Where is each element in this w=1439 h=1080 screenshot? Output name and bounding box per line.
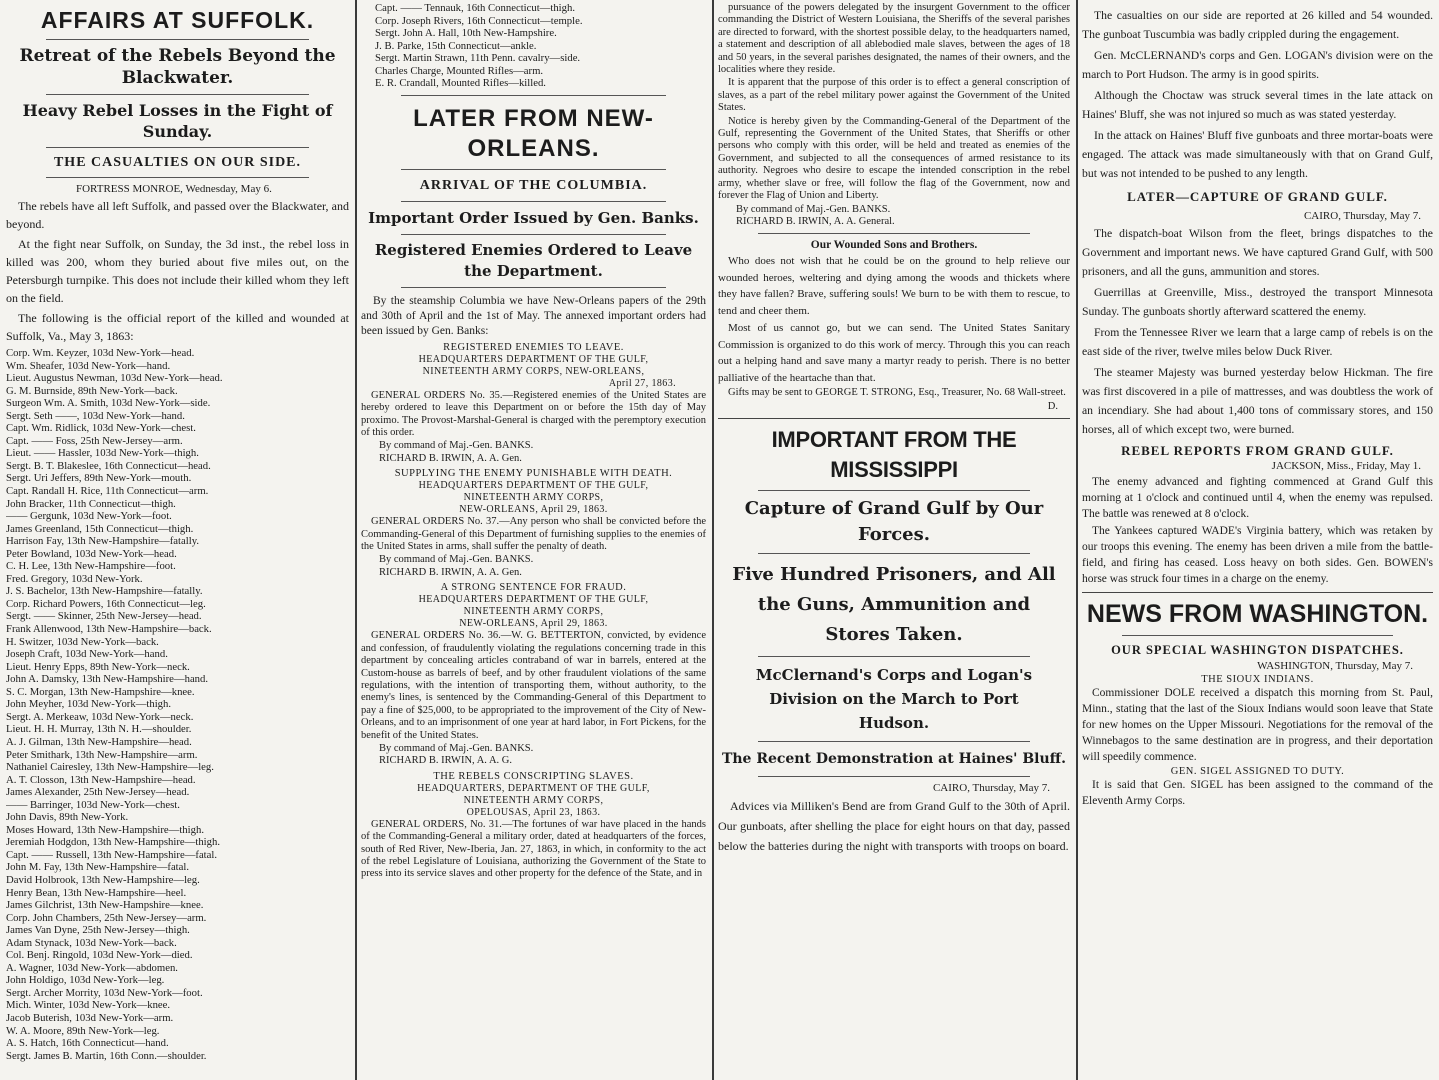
headquarters-date: NEW-ORLEANS, April 29, 1863. <box>459 504 608 516</box>
headline-affairs-at-suffolk: AFFAIRS AT SUFFOLK. <box>40 7 315 33</box>
casualty-entry: Sergt. Martin Strawn, 11th Penn. cavalry—side. <box>375 52 581 65</box>
headquarters-line: HEADQUARTERS, DEPARTMENT OF THE GULF, <box>417 782 650 794</box>
casualty-entry: Capt. Randall H. Rice, 11th Connecticut—arm. <box>6 485 209 498</box>
casualty-entry: Sergt. B. T. Blakeslee, 16th Connecticut—head. <box>6 459 211 472</box>
casualty-entry: S. C. Morgan, 13th New-Hampshire—knee. <box>6 685 195 698</box>
casualty-entry: John Holdigo, 103d New-York—leg. <box>6 974 165 987</box>
notice-title: Our Wounded Sons and Brothers. <box>810 239 978 252</box>
headquarters-line: HEADQUARTERS DEPARTMENT OF THE GULF, <box>418 353 649 365</box>
casualty-entry: Sergt. Seth ——, 103d New-York—hand. <box>6 409 185 422</box>
casualty-entry: John M. Fay, 13th New-Hampshire—fatal. <box>6 861 190 874</box>
divider <box>1082 592 1433 593</box>
section-title-sioux: THE SIOUX INDIANS. <box>1201 674 1314 685</box>
casualty-entry: John Bracker, 11th Connecticut—thigh. <box>6 497 176 510</box>
signature-name: RICHARD B. IRWIN, A. A. G. <box>379 755 513 767</box>
casualty-entry: Surgeon Wm. A. Smith, 103d New-York—side. <box>6 397 211 410</box>
casualty-entry: J. B. Parke, 15th Connecticut—ankle. <box>375 39 537 52</box>
casualty-entry: James Greenland, 15th Connecticut—thigh. <box>6 522 194 535</box>
casualty-entry: A. J. Gilman, 13th New-Hampshire—head. <box>6 735 192 748</box>
headquarters-line: NINETEENTH ARMY CORPS, <box>463 492 604 504</box>
casualty-entry: Lieut. —— Hassler, 103d New-York—thigh. <box>6 447 199 460</box>
subhead-capture-grand-gulf: Capture of Grand Gulf by Our Forces. <box>744 498 1044 546</box>
paragraph: It is said that Gen. SIGEL has been assigned to the command of the Eleventh Army Corps. <box>1082 779 1433 807</box>
order-body-continued: Notice is hereby given by the Commanding-General of the Department of the Gulf, representing the Government of the United States, that Sheriffs or other persons who comply with this order, will be held and treated as enemies of the Government, and subjected to all the consequences of armed resistance to its authority. Negroes who desire to escape the intended conscription in the rebel army, whether slave or free, will follow the flag of the Government, now and forever the Flag of Union and Liberty. <box>718 115 1070 202</box>
headquarters-line: HEADQUARTERS DEPARTMENT OF THE GULF, <box>418 594 649 606</box>
subhead-arrival-columbia: ARRIVAL OF THE COLUMBIA. <box>419 177 648 193</box>
casualty-entry: A. T. Closson, 13th New-Hampshire—head. <box>6 773 196 786</box>
casualty-entry: Charles Charge, Mounted Rifles—arm. <box>375 64 544 77</box>
paragraph: From the Tennessee River we learn that a large camp of rebels is on the east side of the river, twelve miles below Duck River. <box>1082 326 1433 358</box>
casualty-entry: J. S. Bachelor, 13th New-Hampshire—fatally. <box>6 585 203 598</box>
casualty-entry: Sergt. Archer Morrity, 103d New-York—foot. <box>6 986 203 999</box>
column-2 <box>355 0 712 1080</box>
casualty-entry: Wm. Sheafer, 103d New-York—hand. <box>6 359 171 372</box>
headquarters-date: OPELOUSAS, April 23, 1863. <box>466 806 601 818</box>
casualty-entry: Harrison Fay, 13th New-Hampshire—fatally. <box>6 535 200 548</box>
order-body-continued: pursuance of the powers delegated by the insurgent Government to the officer commanding the District of Western Louisiana, the Sheriffs of the several parishes are directed to forward, with the shortest possible delay, to the headquarters named, a statement and description of all ablebodied male slaves, between the ages of 18 and 50 years, in the several parishes designated, the names of their owners, and the localities where they reside. <box>718 2 1070 76</box>
divider <box>46 177 309 178</box>
headline-news-from-washington: NEWS FROM WASHINGTON. <box>1086 600 1429 628</box>
divider <box>401 234 666 235</box>
casualty-entry: A. S. Hatch, 16th Connecticut—hand. <box>6 1037 169 1050</box>
casualty-entry: Fred. Gregory, 103d New-York. <box>6 572 143 585</box>
column-3 <box>712 0 1076 1080</box>
subhead-important-order: Important Order Issued by Gen. Banks. <box>368 208 699 227</box>
subhead-prisoners: Five Hundred Prisoners, and All the Guns, Ammunition and Stores Taken. <box>732 564 1056 646</box>
casualty-entry: Nathaniel Cairesley, 13th New-Hampshire—leg. <box>6 761 214 774</box>
dateline: FORTRESS MONROE, Wednesday, May 6. <box>76 183 272 195</box>
paragraph: Commissioner DOLE received a dispatch this morning from St. Paul, Minn., stating that the last of the Sioux Indians would soon leave that State for new homes on the Upper Missouri. Negotiations for the removal of the Winnebagos to the same destination are in progress, and their deportation will speedily commence. <box>1082 687 1433 763</box>
divider <box>46 147 309 148</box>
order-body: GENERAL ORDERS No. 36.—W. G. BETTERTON, convicted, by evidence and confession, of fraudulently violating the regulations concerning trade in this department by concealing articles contraband of war in barrels, entered at the Custom-house as barrels of beef, and by other fraudulent violations of the same regulations, with the intention of transporting them, without authority, to the enemy's lines, is sentenced by the Commanding-General of this Department to pay a fine of $25,000, to be appropriated to the improvement of the City of New-Orleans, and to an imprisonment of one year at hard labor, in Fort Pickens, for the benefit of the United States. <box>361 630 706 741</box>
casualty-list-continued <box>361 2 706 90</box>
casualty-entry: Jacob Buterish, 103d New-York—arm. <box>6 1011 174 1024</box>
casualty-entry: James Van Dyne, 25th New-Jersey—thigh. <box>6 924 190 937</box>
casualty-entry: Adam Stynack, 103d New-York—back. <box>6 936 177 949</box>
casualty-entry: Henry Bean, 13th New-Hampshire—heel. <box>6 886 187 899</box>
divider <box>1122 635 1393 636</box>
casualty-entry: Sergt. A. Merkeaw, 103d New-York—neck. <box>6 710 194 723</box>
dateline: CAIRO, Thursday, May 7. <box>1303 210 1421 222</box>
notice-initial: D. <box>1047 400 1058 412</box>
paragraph: At the fight near Suffolk, on Sunday, the 3d inst., the rebel loss in killed was 200, whom they buried about five miles out, on the Petersburgh turnpike. This does not include their killed whom they left on the field. <box>6 237 349 305</box>
headquarters-line: NINETEENTH ARMY CORPS, <box>463 794 604 806</box>
order-body: GENERAL ORDERS, No. 31.—The fortunes of war have placed in the hands of the Commanding-General a military order, dated at headquarters of the forces, south of Red River, New-Iberia, Jan. 27, 1863, in which, in conformity to the act of the rebel Legislature of Louisiana, authorizing the Government of the State to press into its service slaves and other property for the defence of the State, and in <box>361 818 706 880</box>
headquarters-line: HEADQUARTERS DEPARTMENT OF THE GULF, <box>418 480 649 492</box>
casualty-entry: John A. Damsky, 13th New-Hampshire—hand. <box>6 673 209 686</box>
paragraph: The enemy advanced and fighting commenced at Grand Gulf this morning at 1 o'clock and continued until 4, when the enemy was repulsed. The battle was renewed at 8 o'clock. <box>1082 476 1433 520</box>
headline-later-from-new-orleans: LATER FROM NEW-ORLEANS. <box>413 104 654 162</box>
section-title: REGISTERED ENEMIES TO LEAVE. <box>443 341 624 353</box>
casualty-entry: Capt. —— Foss, 25th New-Jersey—arm. <box>6 434 183 447</box>
signature-name: RICHARD B. IRWIN, A. A. General. <box>736 215 895 227</box>
subhead-haines-bluff: The Recent Demonstration at Haines' Bluff. <box>721 751 1067 768</box>
casualty-entry: —— Barringer, 103d New-York—chest. <box>6 798 180 811</box>
divider <box>401 201 666 202</box>
divider <box>758 741 1030 742</box>
casualty-entry: Sergt. —— Skinner, 25th New-Jersey—head. <box>6 610 202 623</box>
casualty-entry: James Alexander, 25th New-Jersey—head. <box>6 786 190 799</box>
divider <box>46 94 309 95</box>
signature-line: By command of Maj.-Gen. BANKS. <box>379 554 534 566</box>
order-body: GENERAL ORDERS No. 37.—Any person who shall be convicted before the Commanding-General of this Department of furnishing supplies to the enemies of the United States in arms, shall suffer the penalty of death. <box>361 516 706 553</box>
divider <box>401 95 666 96</box>
casualty-entry: Lieut. H. H. Murray, 13th N. H.—shoulder. <box>6 723 192 736</box>
signature-name: RICHARD B. IRWIN, A. A. Gen. <box>379 452 522 464</box>
divider <box>758 490 1030 491</box>
headquarters-date: NEW-ORLEANS, April 29, 1863. <box>459 618 608 630</box>
paragraph: The casualties on our side are reported at 26 killed and 54 wounded. The gunboat Tuscumbia was badly crippled during the engagement. <box>1082 9 1433 41</box>
casualty-entry: John Meyher, 103d New-York—thigh. <box>6 698 172 711</box>
casualty-entry: A. Wagner, 103d New-York—abdomen. <box>6 961 178 974</box>
casualty-list <box>6 347 349 1062</box>
notice-gifts: Gifts may be sent to GEORGE T. STRONG, Esq., Treasurer, No. 68 Wall-street. <box>728 387 1066 399</box>
signature-line: By command of Maj.-Gen. BANKS. <box>379 440 534 452</box>
section-title-sigel: GEN. SIGEL ASSIGNED TO DUTY. <box>1170 766 1345 777</box>
casualty-entry: Jeremiah Hodgdon, 13th New-Hampshire—thigh. <box>6 836 221 849</box>
casualty-entry: E. R. Crandall, Mounted Rifles—killed. <box>375 77 546 90</box>
casualty-entry: Corp. John Chambers, 25th New-Jersey—arm. <box>6 911 207 924</box>
subhead-registered-enemies: Registered Enemies Ordered to Leave the Department. <box>374 240 693 280</box>
section-title: THE REBELS CONSCRIPTING SLAVES. <box>433 770 634 782</box>
headquarters-date: April 27, 1863. <box>608 377 676 389</box>
order-body: GENERAL ORDERS No. 35.—Registered enemies of the United States are hereby ordered to leave this Department on or before the 15th day of May proximo. The Provost-Marshal-General is charged with the peremptory execution of this order. <box>361 389 706 439</box>
casualty-entry: Frank Allenwood, 13th New-Hampshire—back. <box>6 623 212 636</box>
subhead-casualties: THE CASUALTIES ON OUR SIDE. <box>53 155 302 170</box>
subhead-mcclernand: McClernand's Corps and Logan's Division on the March to Port Hudson. <box>755 666 1033 733</box>
casualty-entry: Capt. —— Russell, 13th New-Hampshire—fatal. <box>6 848 218 861</box>
paragraph: In the attack on Haines' Bluff five gunboats and three mortar-boats were engaged. The attack was made simultaneously with that on Grand Gulf, but was not intended to be pushed to any length. <box>1082 129 1433 180</box>
notice-body: Who does not wish that he could be on the ground to help relieve our wounded heroes, weltering and dying among the woods and thickets where they have fallen? Brave, suffering souls! We burn to be with them to rescue, to tend and cheer them. <box>718 255 1070 317</box>
signature-line: By command of Maj.-Gen. BANKS. <box>736 203 891 215</box>
casualty-entry: David Holbrook, 13th New-Hampshire—leg. <box>6 873 200 886</box>
casualty-entry: C. H. Lee, 13th New-Hampshire—foot. <box>6 560 176 573</box>
casualty-entry: Peter Bowland, 103d New-York—head. <box>6 547 177 560</box>
casualty-entry: John Davis, 89th New-York. <box>6 811 129 824</box>
headquarters-line: NINETEENTH ARMY CORPS, NEW-ORLEANS, <box>422 365 645 377</box>
dateline: WASHINGTON, Thursday, May 7. <box>1257 660 1413 672</box>
paragraph: Guerrillas at Greenville, Miss., destroyed the transport Minnesota Sunday. The gunboats shortly afterward scattered the enemy. <box>1082 286 1433 318</box>
paragraph: Although the Choctaw was struck several times in the late attack on Haines' Bluff, she was not injured so much as was stated yesterday. <box>1082 89 1433 121</box>
casualty-entry: Sergt. Uri Jeffers, 89th New-York—mouth. <box>6 472 192 485</box>
casualty-entry: Lieut. Augustus Newman, 103d New-York—head. <box>6 372 223 385</box>
paragraph: Advices via Milliken's Bend are from Grand Gulf to the 30th of April. Our gunboats, after shelling the place for eight hours on that day, passed below the batteries during the night with transports with troops on board. <box>718 799 1070 854</box>
casualty-entry: Corp. Wm. Keyzer, 103d New-York—head. <box>6 347 195 359</box>
subhead-special-dispatches: OUR SPECIAL WASHINGTON DISPATCHES. <box>1111 643 1404 657</box>
divider <box>401 287 666 288</box>
paragraph: The following is the official report of the killed and wounded at Suffolk, Va., May 3, 1863: <box>6 311 349 343</box>
subhead-retreat: Retreat of the Rebels Beyond the Blackwater. <box>19 46 336 88</box>
column-4 <box>1076 0 1439 1080</box>
casualty-entry: Lieut. Henry Epps, 89th New-York—neck. <box>6 660 190 673</box>
paragraph: The steamer Majesty was burned yesterday below Hickman. The fire was first discovered in a pile of mattresses, and was doubtless the work of an incendiary. She had about 1,400 tons of commissary stores, and 150 horses, all of which except two, were burned. <box>1082 366 1433 436</box>
headquarters-line: NINETEENTH ARMY CORPS, <box>463 606 604 618</box>
casualty-entry: Col. Benj. Ringold, 103d New-York—died. <box>6 949 193 962</box>
casualty-entry: Sergt. James B. Martin, 16th Conn.—shoulder. <box>6 1049 207 1062</box>
intro-paragraph: By the steamship Columbia we have New-Orleans papers of the 29th and 30th of April and the 1st of May. The annexed important orders had been issued by Gen. Banks: <box>361 294 706 337</box>
casualty-entry: Peter Smithark, 13th New-Hampshire—arm. <box>6 748 198 761</box>
subhead-heavy-losses: Heavy Rebel Losses in the Fight of Sunday. <box>22 101 333 141</box>
divider <box>758 656 1030 657</box>
paragraph: The Yankees captured WADE's Virginia battery, which was retaken by our troops this evening. The enemy has been driven a mile from the battle-field, and firing has ceased. Loss heavy on both sides. Gen. BOWEN's horse was struck four times in a charge on the enemy. <box>1082 525 1433 585</box>
casualty-entry: Joseph Craft, 103d New-York—hand. <box>6 648 168 661</box>
divider <box>758 233 1030 234</box>
section-title: A STRONG SENTENCE FOR FRAUD. <box>440 582 627 594</box>
subhead-later-capture: LATER—CAPTURE OF GRAND GULF. <box>1127 189 1388 204</box>
column-1 <box>0 0 355 1080</box>
casualty-entry: Capt. Wm. Ridlick, 103d New-York—chest. <box>6 422 196 435</box>
casualty-entry: Mich. Winter, 103d New-York—knee. <box>6 999 171 1012</box>
divider <box>46 39 309 40</box>
divider <box>758 776 1030 777</box>
dateline: JACKSON, Miss., Friday, May 1. <box>1271 460 1421 472</box>
divider <box>401 169 666 170</box>
section-title: SUPPLYING THE ENEMY PUNISHABLE WITH DEATH. <box>394 468 673 480</box>
divider <box>718 418 1070 419</box>
casualty-entry: Moses Howard, 13th New-Hampshire—thigh. <box>6 823 204 836</box>
casualty-entry: Corp. Richard Powers, 16th Connecticut—leg. <box>6 597 206 610</box>
casualty-entry: H. Switzer, 103d New-York—back. <box>6 635 159 648</box>
signature-name: RICHARD B. IRWIN, A. A. Gen. <box>379 566 522 578</box>
casualty-entry: James Gilchrist, 13th New-Hampshire—knee. <box>6 899 204 912</box>
notice-body: Most of us cannot go, but we can send. The United States Sanitary Commission is organized to do this work of mercy. Through this you can reach out a helping hand and save many a martyr ready to perish. There is no better palliative of the heartache than that. <box>718 322 1070 384</box>
subhead-rebel-reports: REBEL REPORTS FROM GRAND GULF. <box>1121 443 1394 458</box>
headline-important-from-mississippi: IMPORTANT FROM THE MISSISSIPPI <box>771 427 1017 483</box>
dateline: CAIRO, Thursday, May 7. <box>932 782 1050 795</box>
casualty-entry: W. A. Moore, 89th New-York—leg. <box>6 1024 160 1037</box>
casualty-entry: G. M. Burnside, 89th New-York—back. <box>6 384 178 397</box>
casualty-entry: Sergt. John A. Hall, 10th New-Hampshire. <box>375 27 557 40</box>
casualty-entry: Corp. Joseph Rivers, 16th Connecticut—temple. <box>375 14 583 27</box>
divider <box>758 553 1030 554</box>
casualty-entry: Capt. —— Tennauk, 16th Connecticut—thigh. <box>375 2 576 14</box>
paragraph: The rebels have all left Suffolk, and passed over the Blackwater, and beyond. <box>6 199 349 231</box>
paragraph: The dispatch-boat Wilson from the fleet, brings dispatches to the Government and important news. We have captured Grand Gulf, with 500 prisoners, and all the guns, ammunition and stores. <box>1082 227 1433 278</box>
order-body-continued: It is apparent that the purpose of this order is to effect a general conscription of slaves, as a part of the rebel military power against the Government of the United States. <box>718 77 1070 114</box>
casualty-entry: —— Gergunk, 103d New-York—foot. <box>6 510 172 523</box>
paragraph: Gen. McCLERNAND's corps and Gen. LOGAN's division were on the march to Port Hudson. The army is in good spirits. <box>1082 49 1433 81</box>
signature-line: By command of Maj.-Gen. BANKS. <box>379 742 534 754</box>
